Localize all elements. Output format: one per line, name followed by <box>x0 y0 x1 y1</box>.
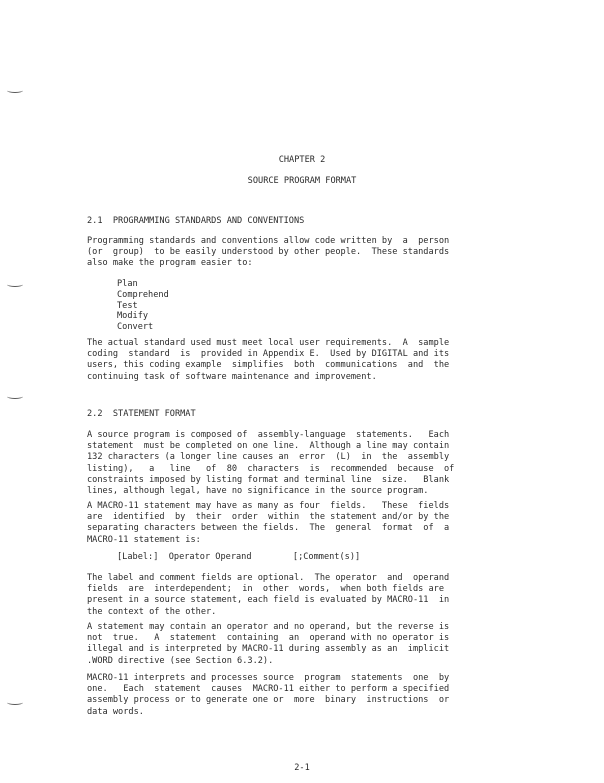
chapter-title: SOURCE PROGRAM FORMAT <box>247 176 357 186</box>
section-2-1-intro: Programming standards and conventions allow code written by a person (or group) to be easily understood by other people. These standards also make the program easier to: <box>87 236 450 269</box>
section-2-2-para4: A statement may contain an operator and no operand, but the reverse is not true. A statement containing an operand with no operator is illegal and is interpreted by MACRO-11 during assembly as an implicit .WORD directive (see Section 6.3.2). <box>87 622 450 666</box>
statement-format-line: [Label:] Operator Operand [;Comment(s)] <box>117 552 361 562</box>
list-item: Comprehend <box>117 289 169 300</box>
list-item: Modify <box>117 311 149 322</box>
standards-list <box>117 279 169 333</box>
page-number: 2-1 <box>294 763 310 773</box>
margin-binding-mark <box>7 88 23 93</box>
list-item: Convert <box>117 322 154 333</box>
section-2-2-para2: A MACRO-11 statement may have as many as four fields. These fields are identified by their order within the statement and/or by the separating characters between the fields. The general format of a MACRO-11 statement is: <box>87 501 450 545</box>
section-2-2-para5: MACRO-11 interprets and processes source program statements one by one. Each statement causes MACRO-11 either to perform a specified assembly process or to generate one or more binary instructions or data words. <box>87 673 450 717</box>
margin-binding-mark <box>7 394 23 399</box>
section-2-1-closing: The actual standard used must meet local user requirements. A sample coding standard is provided in Appendix E. Used by DIGITAL and its users, this coding example simplifies both communications and the continuing task of software maintenance and improvement. <box>87 338 450 382</box>
margin-binding-mark <box>7 700 23 705</box>
chapter-number: CHAPTER 2 <box>278 155 326 165</box>
list-item: Plan <box>117 279 138 289</box>
section-2-2-para3: The label and comment fields are optional. The operator and operand fields are interdependent; in other words, when both fields are present in a source statement, each field is evaluated by MACRO-11 in the context of the other. <box>87 573 450 617</box>
section-2-1-heading: 2.1 PROGRAMMING STANDARDS AND CONVENTIONS <box>87 216 305 226</box>
section-2-2-heading: 2.2 STATEMENT FORMAT <box>87 409 196 419</box>
margin-binding-mark <box>7 282 23 287</box>
list-item: Test <box>117 300 138 311</box>
section-2-2-para1: A source program is composed of assembly-language statements. Each statement must be completed on one line. Although a line may contain 132 characters (a longer line causes an error (L) in the assembly listing), a line of 80 characters is recommended because of constraints imposed by listing format and terminal line size. Blank lines, although legal, have no significance in the source program. <box>87 430 455 497</box>
